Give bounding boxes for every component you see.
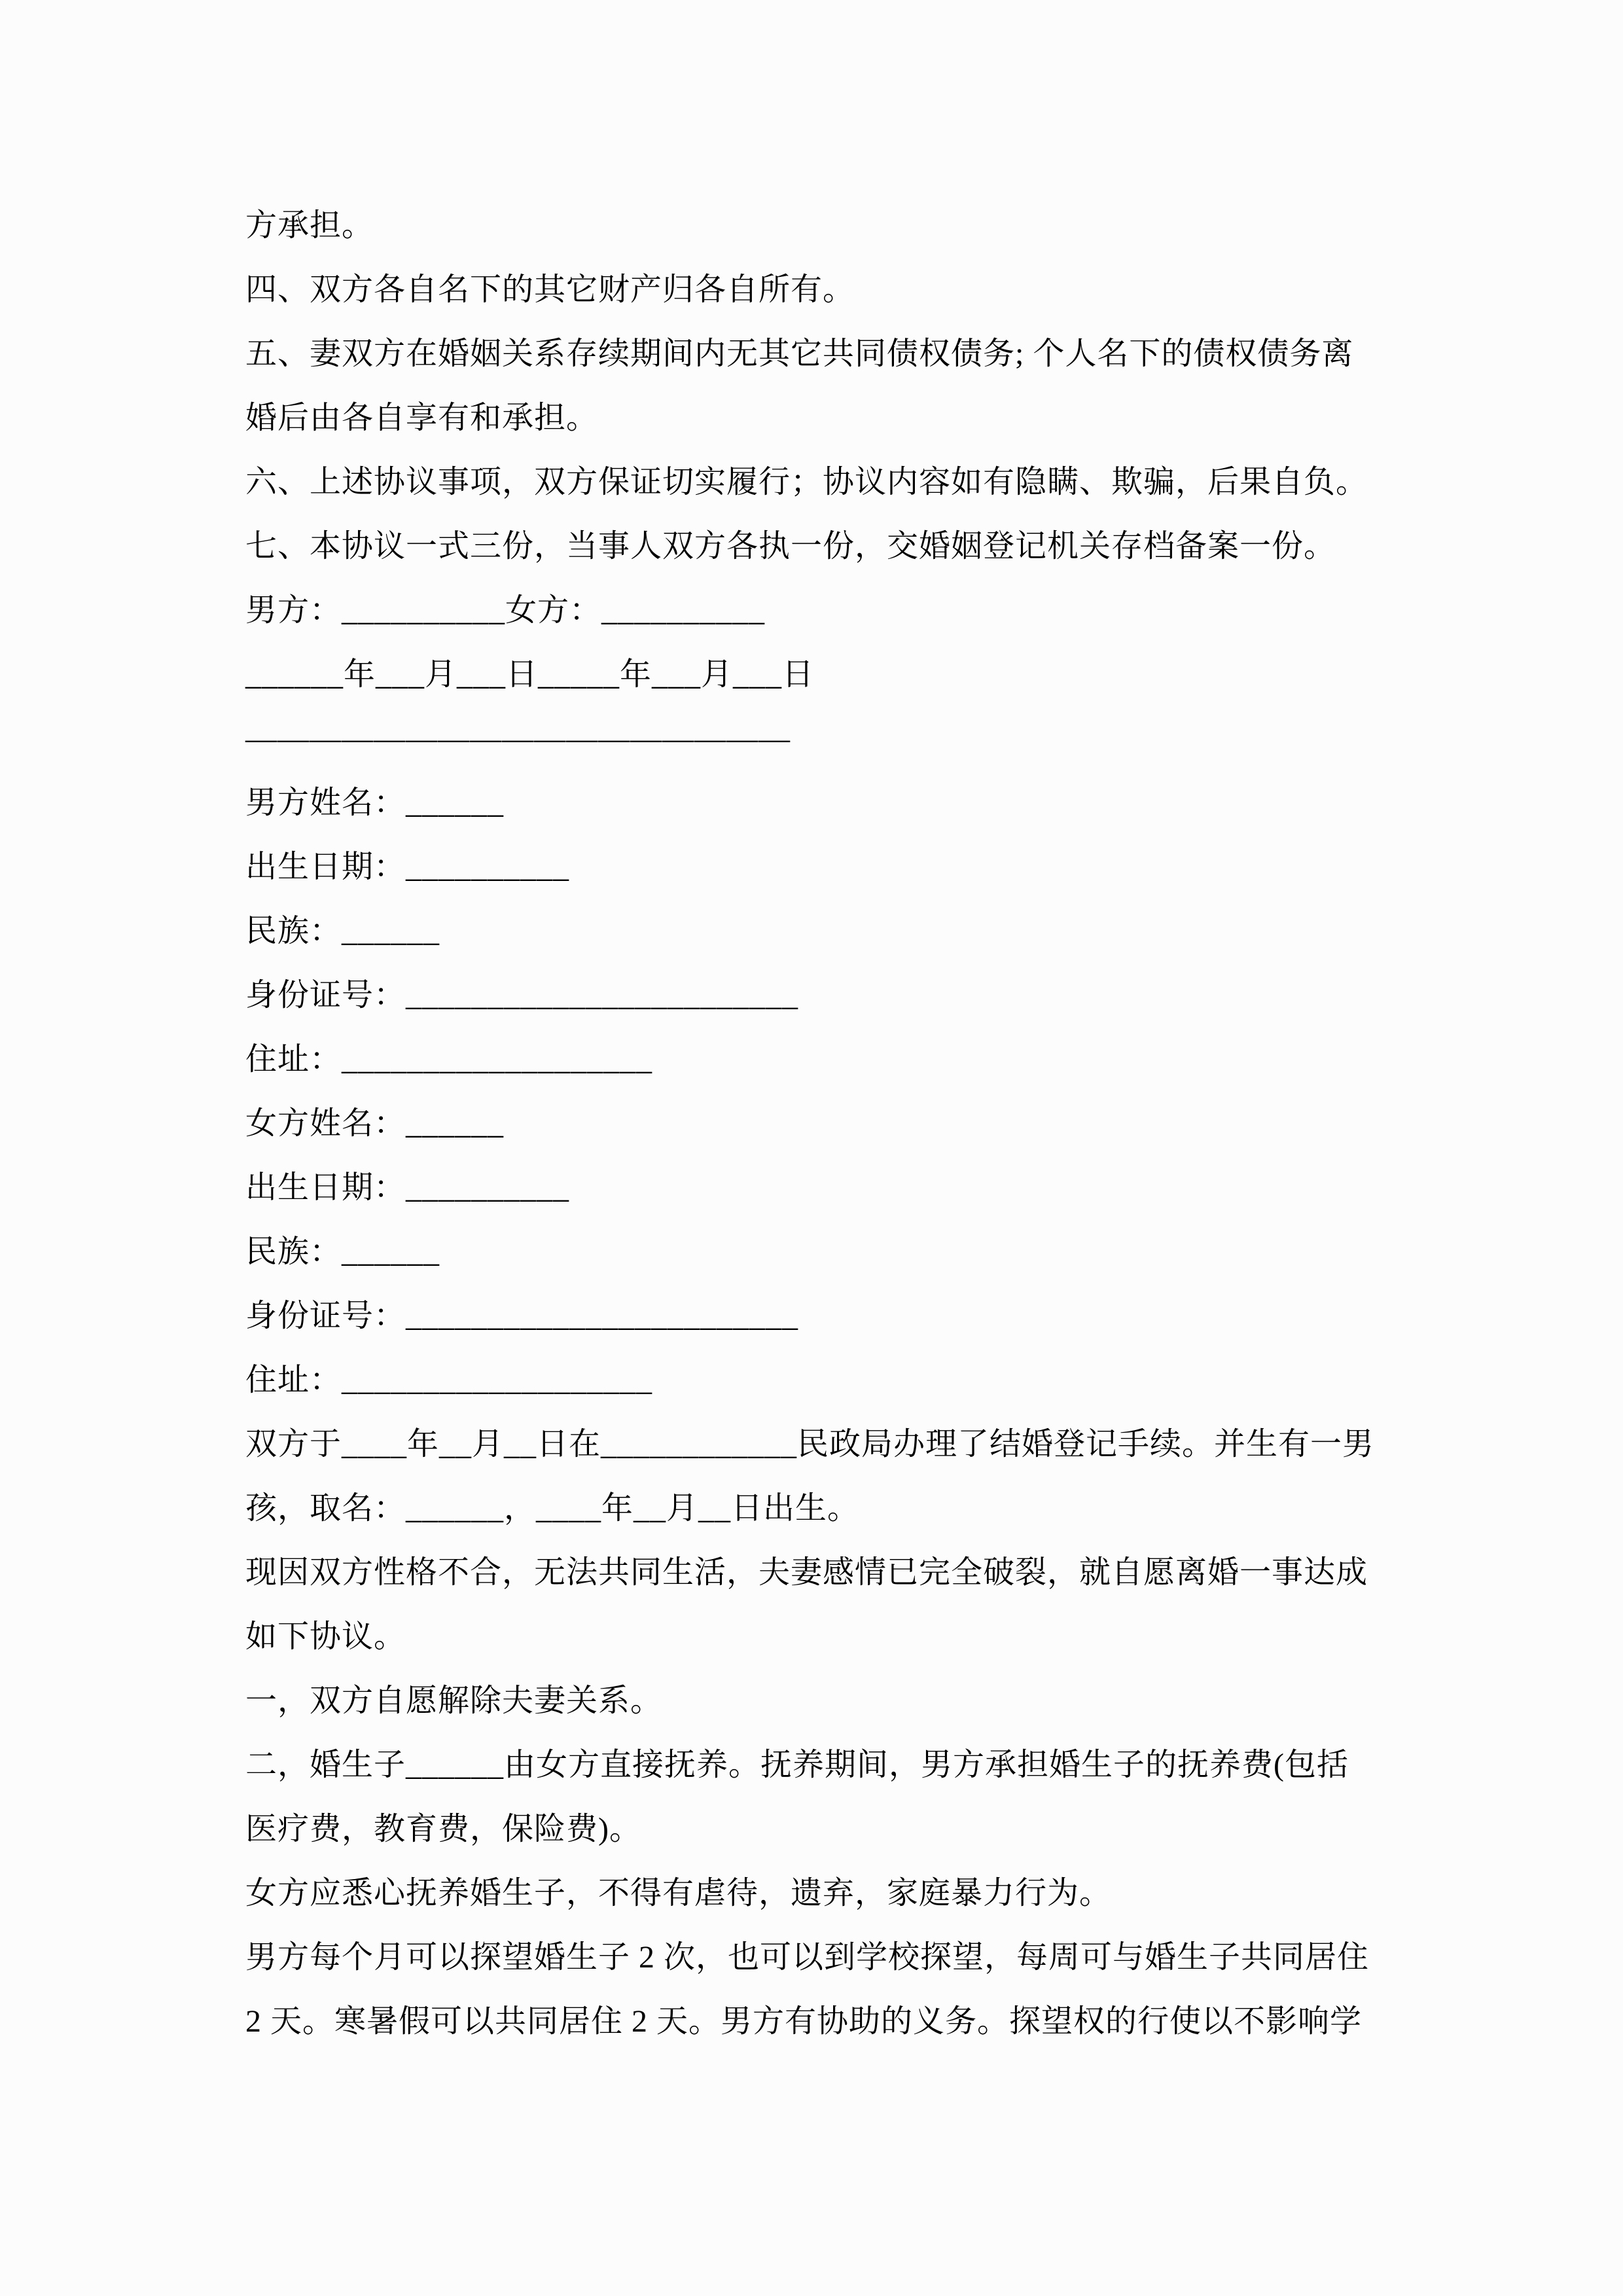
doc-line-husband-address-field: 住址：___________________ xyxy=(245,1042,653,1077)
doc-line-divorce-reason-continuation: 如下协议。 xyxy=(245,1619,406,1654)
doc-line-marriage-registration: 双方于____年__月__日在____________民政局办理了结婚登记手续。并生有一男 xyxy=(245,1427,1375,1462)
doc-line-signature-dates: ______年___月___日_____年___月___日 xyxy=(245,657,815,692)
doc-line-clause4: 四、双方各自名下的其它财产归各自所有。 xyxy=(245,272,855,307)
doc-line-item2-custody-continuation: 医疗费，教育费，保险费)。 xyxy=(245,1812,641,1846)
doc-line-clause5: 五、妻双方在婚姻关系存续期间内无其它共同债权债务; 个人名下的债权债务离 xyxy=(245,336,1354,371)
doc-line-visitation-rights-continuation: 2 天。寒暑假可以共同居住 2 天。男方有协助的义务。探望权的行使以不影响学 xyxy=(245,2004,1363,2039)
doc-line-care-obligation: 女方应悉心抚养婚生子，不得有虐待，遗弃，家庭暴力行为。 xyxy=(245,1876,1112,1910)
doc-line-clause3-continuation: 方承担。 xyxy=(245,208,374,243)
doc-line-signature-parties: 男方：__________女方：__________ xyxy=(245,593,766,628)
doc-line-husband-id-field: 身份证号：________________________ xyxy=(245,978,799,1013)
doc-line-wife-id-field: 身份证号：________________________ xyxy=(245,1299,799,1333)
doc-line-wife-birthdate-field: 出生日期：__________ xyxy=(245,1170,570,1205)
doc-line-husband-birthdate-field: 出生日期：__________ xyxy=(245,850,570,884)
doc-line-husband-name-field: 男方姓名：______ xyxy=(245,785,505,820)
doc-line-item2-custody: 二，婚生子______由女方直接抚养。抚养期间，男方承担婚生子的抚养费(包括 xyxy=(245,1748,1349,1782)
doc-line-husband-ethnicity-field: 民族：______ xyxy=(245,914,440,948)
doc-line-clause6: 六、上述协议事项，双方保证切实履行；协议内容如有隐瞒、欺骗，后果自负。 xyxy=(245,465,1368,499)
doc-line-wife-name-field: 女方姓名：______ xyxy=(245,1106,505,1141)
doc-line-child-info: 孩，取名：______，____年__月__日出生。 xyxy=(245,1491,860,1526)
doc-line-clause7: 七、本协议一式三份，当事人双方各执一份，交婚姻登记机关存档备案一份。 xyxy=(245,529,1336,564)
doc-line-visitation-rights: 男方每个月可以探望婚生子 2 次，也可以到学校探望，每周可与婚生子共同居住 xyxy=(245,1940,1370,1975)
doc-line-wife-address-field: 住址：___________________ xyxy=(245,1363,653,1397)
doc-line-section-divider: ————————————————— xyxy=(245,721,791,756)
doc-line-item1-dissolution: 一，双方自愿解除夫妻关系。 xyxy=(245,1683,663,1718)
doc-line-wife-ethnicity-field: 民族：______ xyxy=(245,1234,440,1269)
doc-line-divorce-reason: 现因双方性格不合，无法共同生活，夫妻感情已完全破裂，就自愿离婚一事达成 xyxy=(245,1555,1368,1590)
document-text-block xyxy=(245,194,1423,2054)
doc-line-clause5-continuation: 婚后由各自享有和承担。 xyxy=(245,401,599,435)
